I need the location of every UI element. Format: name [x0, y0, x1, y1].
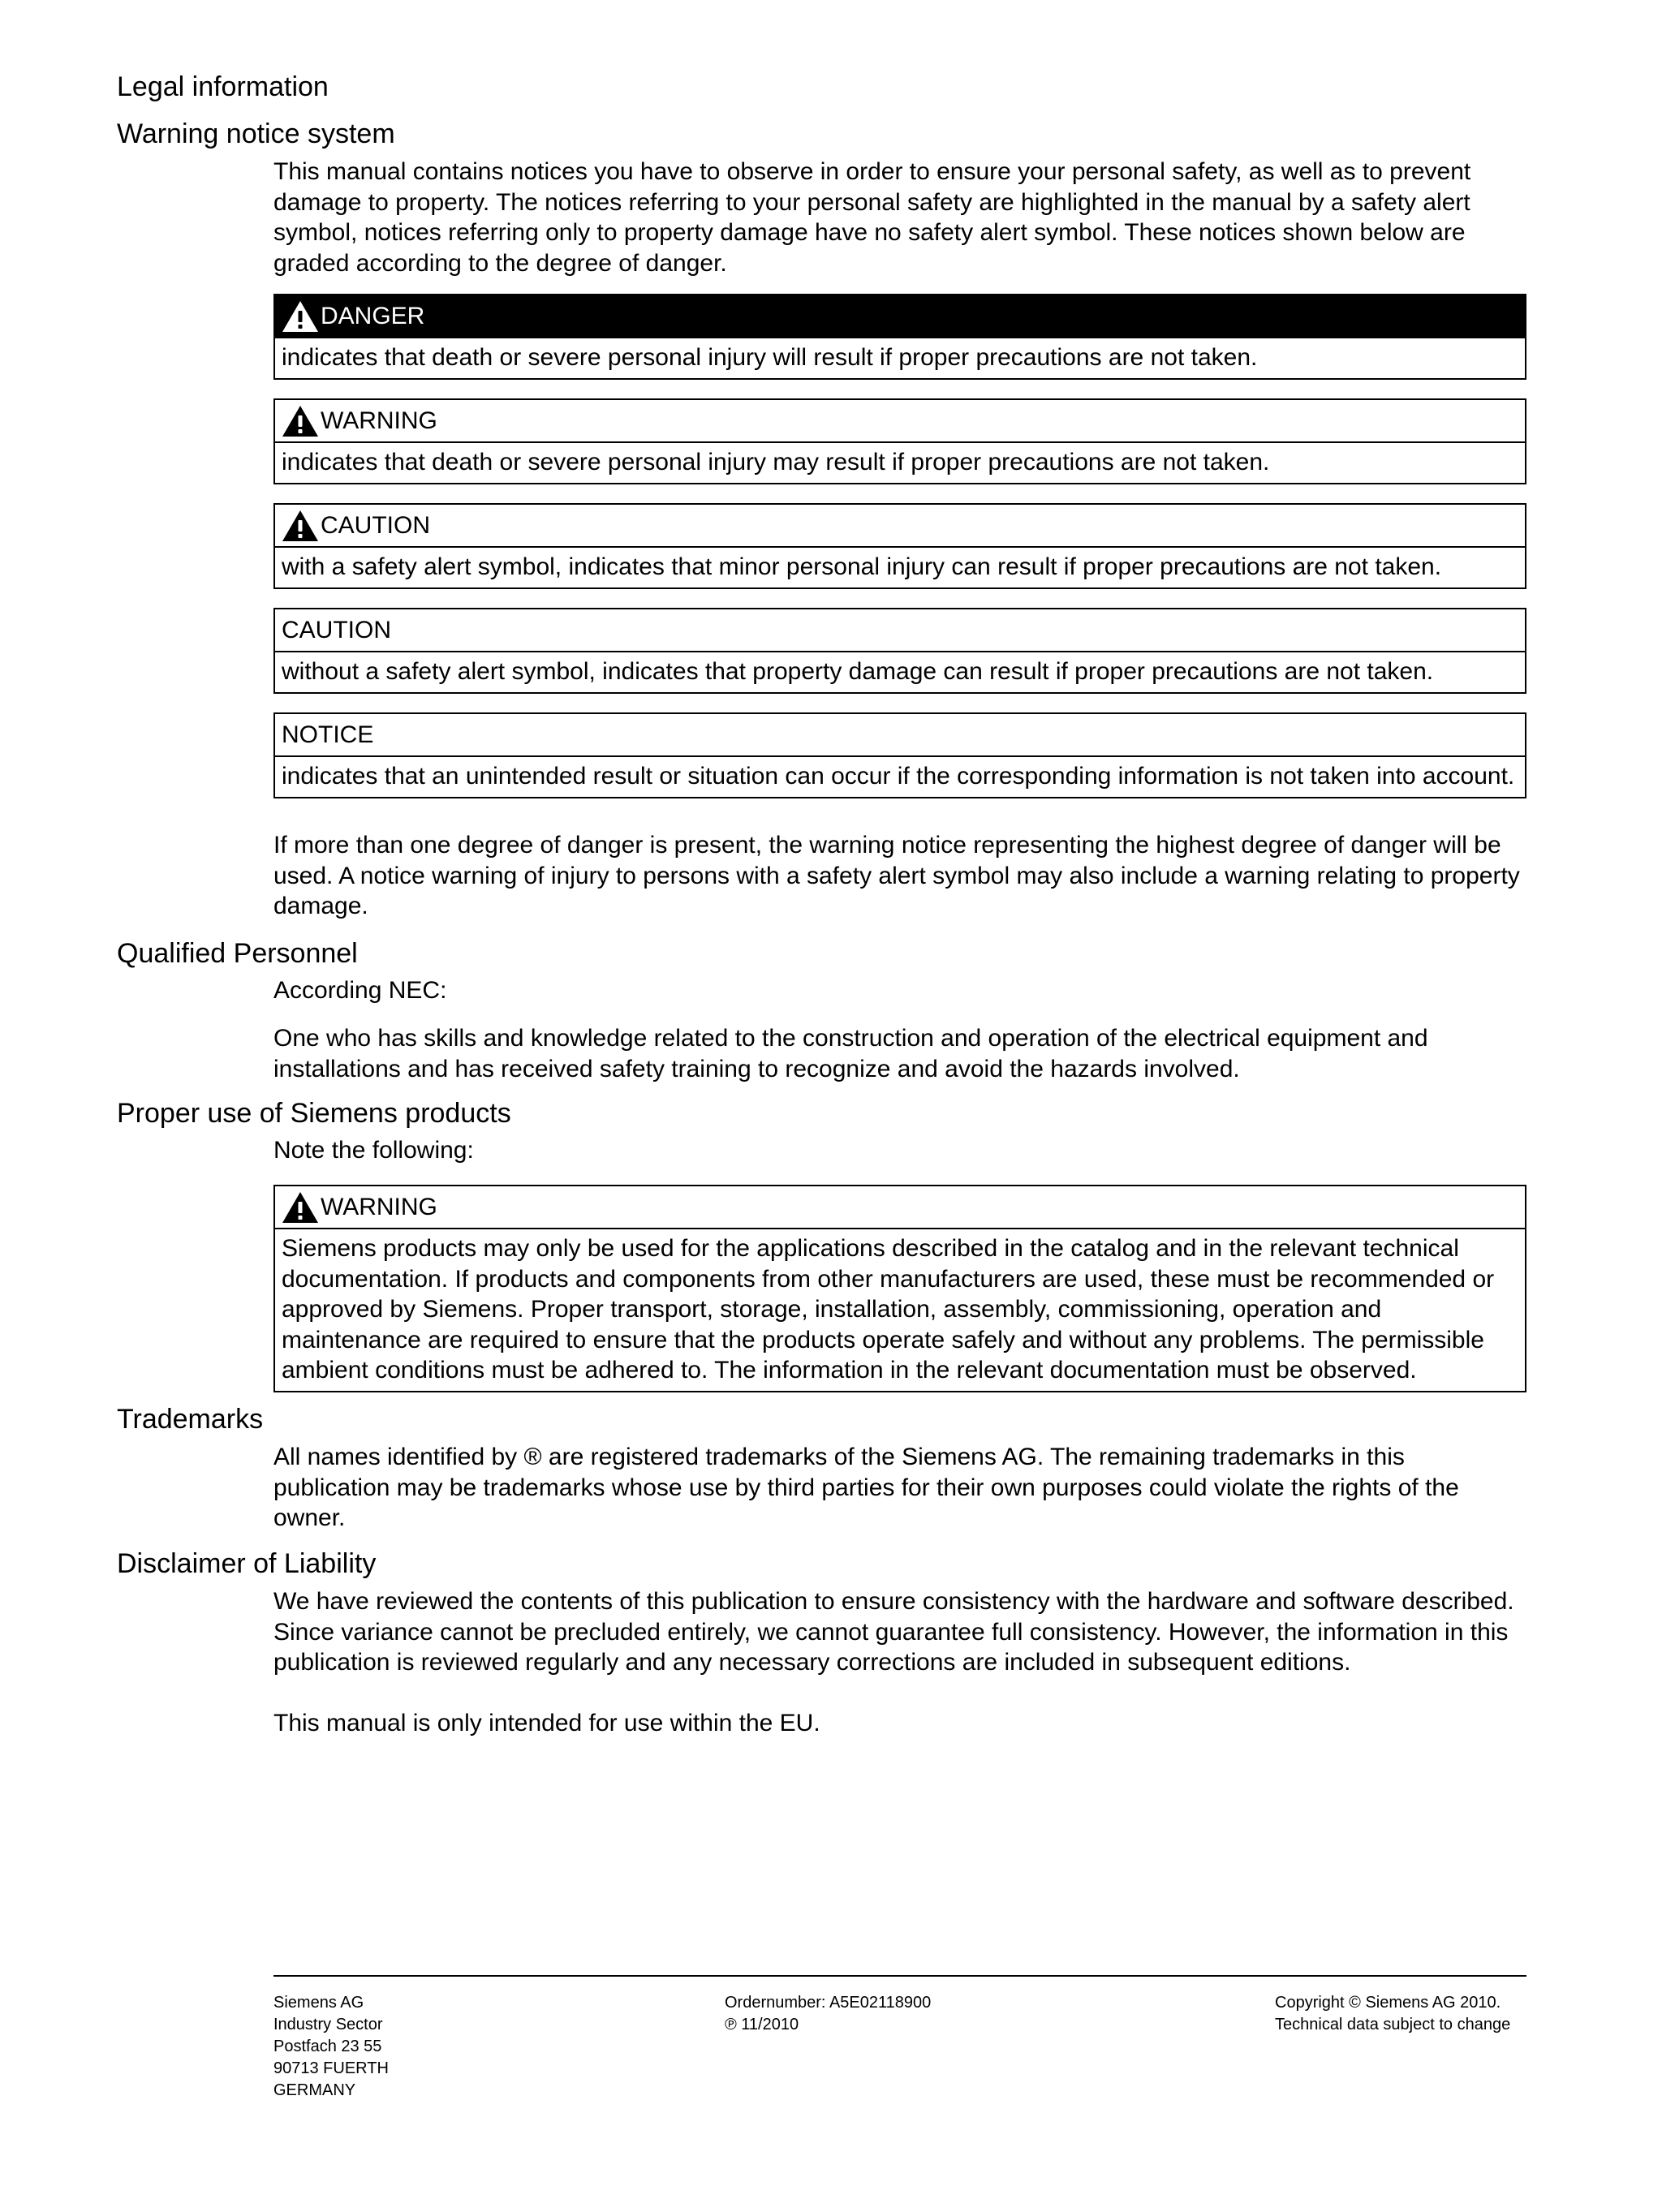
disclaimer-eu-note: This manual is only intended for use within the EU. — [273, 1710, 820, 1736]
notice-head-caution — [275, 505, 1525, 548]
notice-text: Siemens products may only be used for the applications described in the catalog and in the relevant technical documentation. If products and components from other manufacturers are used, these must be recommended or approved by Siemens. Proper transport, storage, installation, assembly, commissioning, operation and maintenance are required to ensure that the products operate safely and without any problems. The permissible ambient conditions must be adhered to. The information in the relevant documentation must be observed. — [282, 1235, 1495, 1384]
notice-box-proper-use-warning — [273, 1185, 1526, 1392]
footer-order — [725, 1992, 931, 2036]
warning-triangle-icon — [282, 1191, 319, 1224]
footer-address-line: 90713 FUERTH — [273, 2059, 389, 2077]
footer-copyright-line: Copyright © Siemens AG 2010. — [1275, 1994, 1501, 2012]
notice-label: WARNING — [321, 1193, 437, 1220]
notice-box-notice — [273, 712, 1526, 798]
footer-order-number: Ordernumber: A5E02118900 — [725, 1994, 932, 2012]
warning-notice-outro: If more than one degree of danger is present, the warning notice representing the highest degree of danger will be used. A notice warning of injury to persons with a safety alert symbol may also include a warning relating to property damage. — [273, 832, 1520, 919]
notice-head-notice — [275, 714, 1525, 757]
warning-triangle-icon — [282, 510, 319, 542]
trademarks-text: All names identified by ® are registered trademarks of the Siemens AG. The remaining trademarks in this publication may be trademarks whose use by third parties for their own purposes could violate the rights of the owner. — [273, 1444, 1459, 1531]
footer-divider — [273, 1975, 1526, 1977]
notice-box-warning — [273, 398, 1526, 484]
notice-label: DANGER — [321, 302, 425, 329]
notice-head-danger — [275, 295, 1525, 338]
notice-head-caution — [275, 609, 1525, 652]
warning-triangle-icon — [282, 405, 319, 437]
footer-address-line: GERMANY — [273, 2081, 356, 2099]
page-title: Legal information — [117, 71, 329, 102]
notice-box-danger — [273, 294, 1526, 380]
notice-text: indicates that death or severe personal injury will result if proper precautions are not taken. — [282, 344, 1258, 371]
footer-copyright — [1275, 1992, 1510, 2036]
footer-address-line: Siemens AG — [273, 1994, 364, 2012]
notice-label: NOTICE — [282, 721, 374, 748]
notice-head-warning — [275, 400, 1525, 443]
notice-label: WARNING — [321, 407, 437, 434]
heading-proper-use: Proper use of Siemens products — [117, 1098, 511, 1129]
warning-notice-intro: This manual contains notices you have to observe in order to ensure your personal safety, as well as to prevent damage to property. The notices referring to your personal safety are highlighted in the manual by a safety alert symbol, notices referring only to property damage have no safety alert symbol. These notices shown below are graded according to the degree of danger. — [273, 158, 1471, 277]
heading-qualified-personnel: Qualified Personnel — [117, 938, 358, 969]
notice-label: CAUTION — [321, 511, 430, 539]
notice-text: indicates that death or severe personal injury may result if proper precautions are not taken. — [282, 449, 1270, 476]
footer-address — [273, 1992, 389, 2102]
notice-text: with a safety alert symbol, indicates that minor personal injury can result if proper precautions are not taken. — [282, 553, 1442, 580]
notice-box-caution-symbol — [273, 503, 1526, 589]
heading-warning-notice-system: Warning notice system — [117, 118, 395, 149]
disclaimer-text: We have reviewed the contents of this publication to ensure consistency with the hardware and software described. Since variance cannot be precluded entirely, we cannot guarantee full consistency. However, the information in this publication is reviewed regularly and any necessary corrections are included in subsequent editions. — [273, 1588, 1514, 1676]
notice-label: CAUTION — [282, 616, 391, 643]
footer-address-line: Industry Sector — [273, 2016, 383, 2033]
notice-text: without a safety alert symbol, indicates that property damage can result if proper precautions are not taken. — [282, 658, 1434, 685]
footer-edition: ℗ 11/2010 — [725, 2016, 799, 2033]
qualified-personnel-definition: One who has skills and knowledge related to the construction and operation of the electrical equipment and installations and has received safety training to recognize and avoid the hazards involved. — [273, 1025, 1428, 1082]
proper-use-intro: Note the following: — [273, 1137, 474, 1164]
warning-triangle-icon — [282, 300, 319, 333]
notice-box-caution-plain — [273, 608, 1526, 694]
heading-trademarks: Trademarks — [117, 1404, 264, 1435]
footer-address-line: Postfach 23 55 — [273, 2038, 382, 2055]
notice-text: indicates that an unintended result or situation can occur if the corresponding information is not taken into account. — [282, 763, 1515, 790]
qualified-personnel-nec: According NEC: — [273, 977, 447, 1004]
heading-disclaimer: Disclaimer of Liability — [117, 1548, 377, 1579]
footer-copyright-note: Technical data subject to change — [1275, 2016, 1511, 2033]
notice-head-warning — [275, 1186, 1525, 1229]
